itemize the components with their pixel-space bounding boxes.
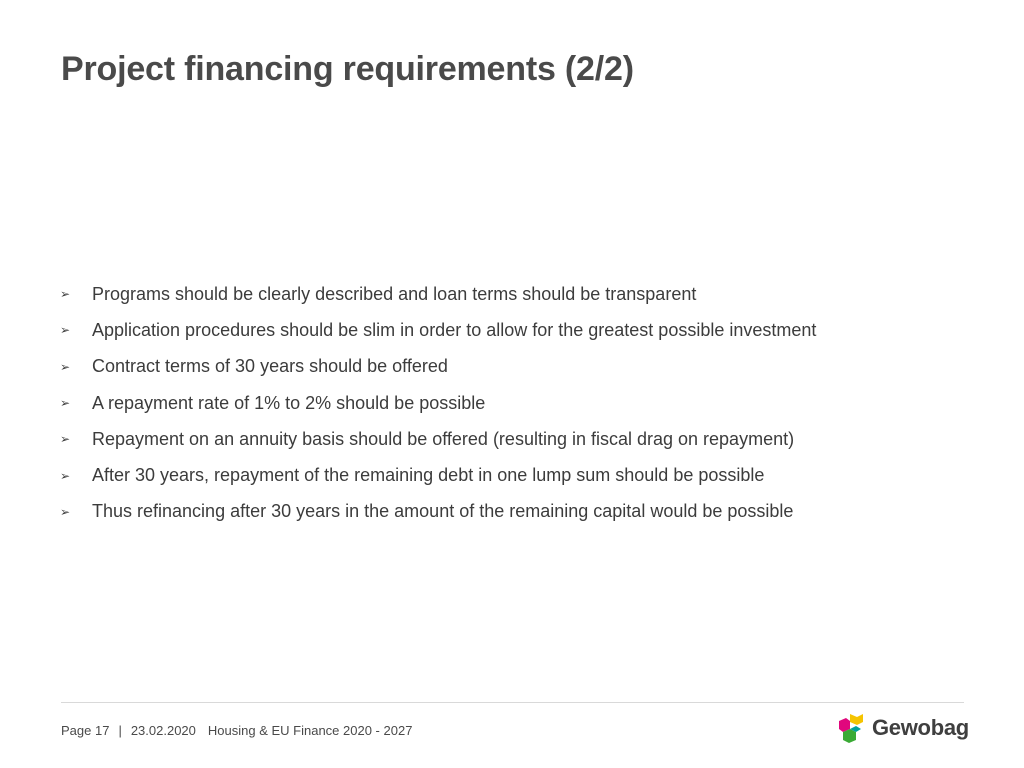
bullet-list — [60, 276, 816, 530]
list-item — [60, 494, 816, 530]
list-item — [60, 276, 816, 312]
list-item — [60, 312, 816, 348]
gewobag-logo-icon — [836, 712, 864, 744]
page-number: Page 17 — [61, 723, 110, 738]
arrow-bullet-icon: ➢ — [60, 396, 71, 411]
page-title: Project financing requirements (2/2) — [61, 50, 634, 88]
list-item-text: Thus refinancing after 30 years in the amount of the remaining capital would be possible — [92, 501, 794, 522]
list-item-text: After 30 years, repayment of the remaining debt in one lump sum should be possible — [92, 465, 765, 486]
gewobag-logo-text: Gewobag — [872, 715, 969, 740]
arrow-bullet-icon: ➢ — [60, 468, 71, 483]
footer — [61, 723, 412, 738]
arrow-bullet-icon: ➢ — [60, 359, 71, 374]
list-item — [60, 457, 816, 493]
arrow-bullet-icon: ➢ — [60, 323, 71, 338]
footer-divider — [61, 702, 964, 703]
list-item-text: Programs should be clearly described and loan terms should be transparent — [92, 283, 697, 304]
arrow-bullet-icon: ➢ — [60, 504, 71, 519]
list-item — [60, 385, 816, 421]
gewobag-logo — [836, 712, 969, 744]
list-item-text: A repayment rate of 1% to 2% should be possible — [92, 392, 486, 413]
footer-separator: | — [118, 723, 122, 738]
list-item — [60, 349, 816, 385]
list-item-text: Repayment on an annuity basis should be offered (resulting in fiscal drag on repayment) — [92, 428, 795, 449]
list-item — [60, 421, 816, 457]
footer-date: 23.02.2020 — [130, 723, 196, 738]
footer-event-title: Housing & EU Finance 2020 - 2027 — [207, 723, 413, 738]
list-item-text: Application procedures should be slim in order to allow for the greatest possible investment — [92, 319, 817, 340]
arrow-bullet-icon: ➢ — [60, 432, 71, 447]
arrow-bullet-icon: ➢ — [60, 287, 71, 302]
list-item-text: Contract terms of 30 years should be offered — [92, 356, 448, 377]
